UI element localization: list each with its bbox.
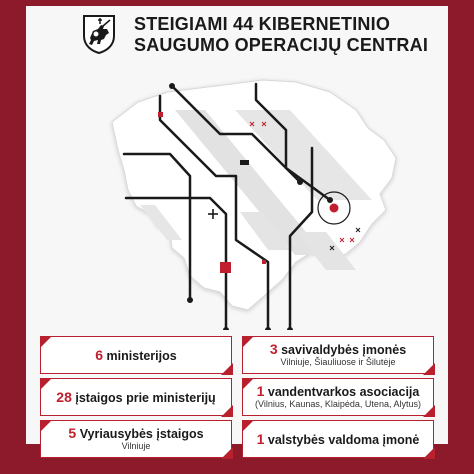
card-number: 1 (256, 430, 265, 447)
card-label: įstaigos prie ministerijų (75, 390, 216, 405)
dark-bar (240, 160, 249, 165)
title-line-1: STEIGIAMI 44 KIBERNETINIO (134, 14, 391, 34)
red-square-tiny (262, 260, 266, 264)
card-label: vandentvarkos asociacija (267, 385, 420, 399)
card-sub: Vilniuje (121, 441, 151, 451)
card-number: 1 (256, 383, 265, 399)
card-municipal-companies (242, 336, 434, 374)
card-number: 28 (56, 388, 72, 405)
card-sub: Vilniuje, Šiauliuose ir Šilutėje (280, 357, 396, 367)
red-square-large (220, 262, 231, 273)
card-water-association (242, 378, 434, 416)
card-label: Vyriausybės įstaigos (79, 427, 204, 441)
card-ministries (40, 336, 232, 374)
title-line-2: SAUGUMO OPERACIJŲ CENTRAI (134, 35, 429, 55)
card-label: ministerijos (106, 348, 177, 363)
card-number: 3 (269, 341, 278, 357)
card-number: 5 (68, 425, 77, 441)
card-label: savivaldybės įmonės (281, 343, 407, 357)
card-state-company (242, 420, 434, 458)
card-number: 6 (95, 346, 104, 363)
card-ministry-institutions (40, 378, 232, 416)
card-sub: (Vilnius, Kaunas, Klaipėda, Utena, Alytus) (255, 399, 421, 409)
card-government-institutions (40, 420, 232, 458)
red-square-small (158, 112, 163, 117)
card-label: valstybės valdoma įmonė (267, 432, 420, 447)
